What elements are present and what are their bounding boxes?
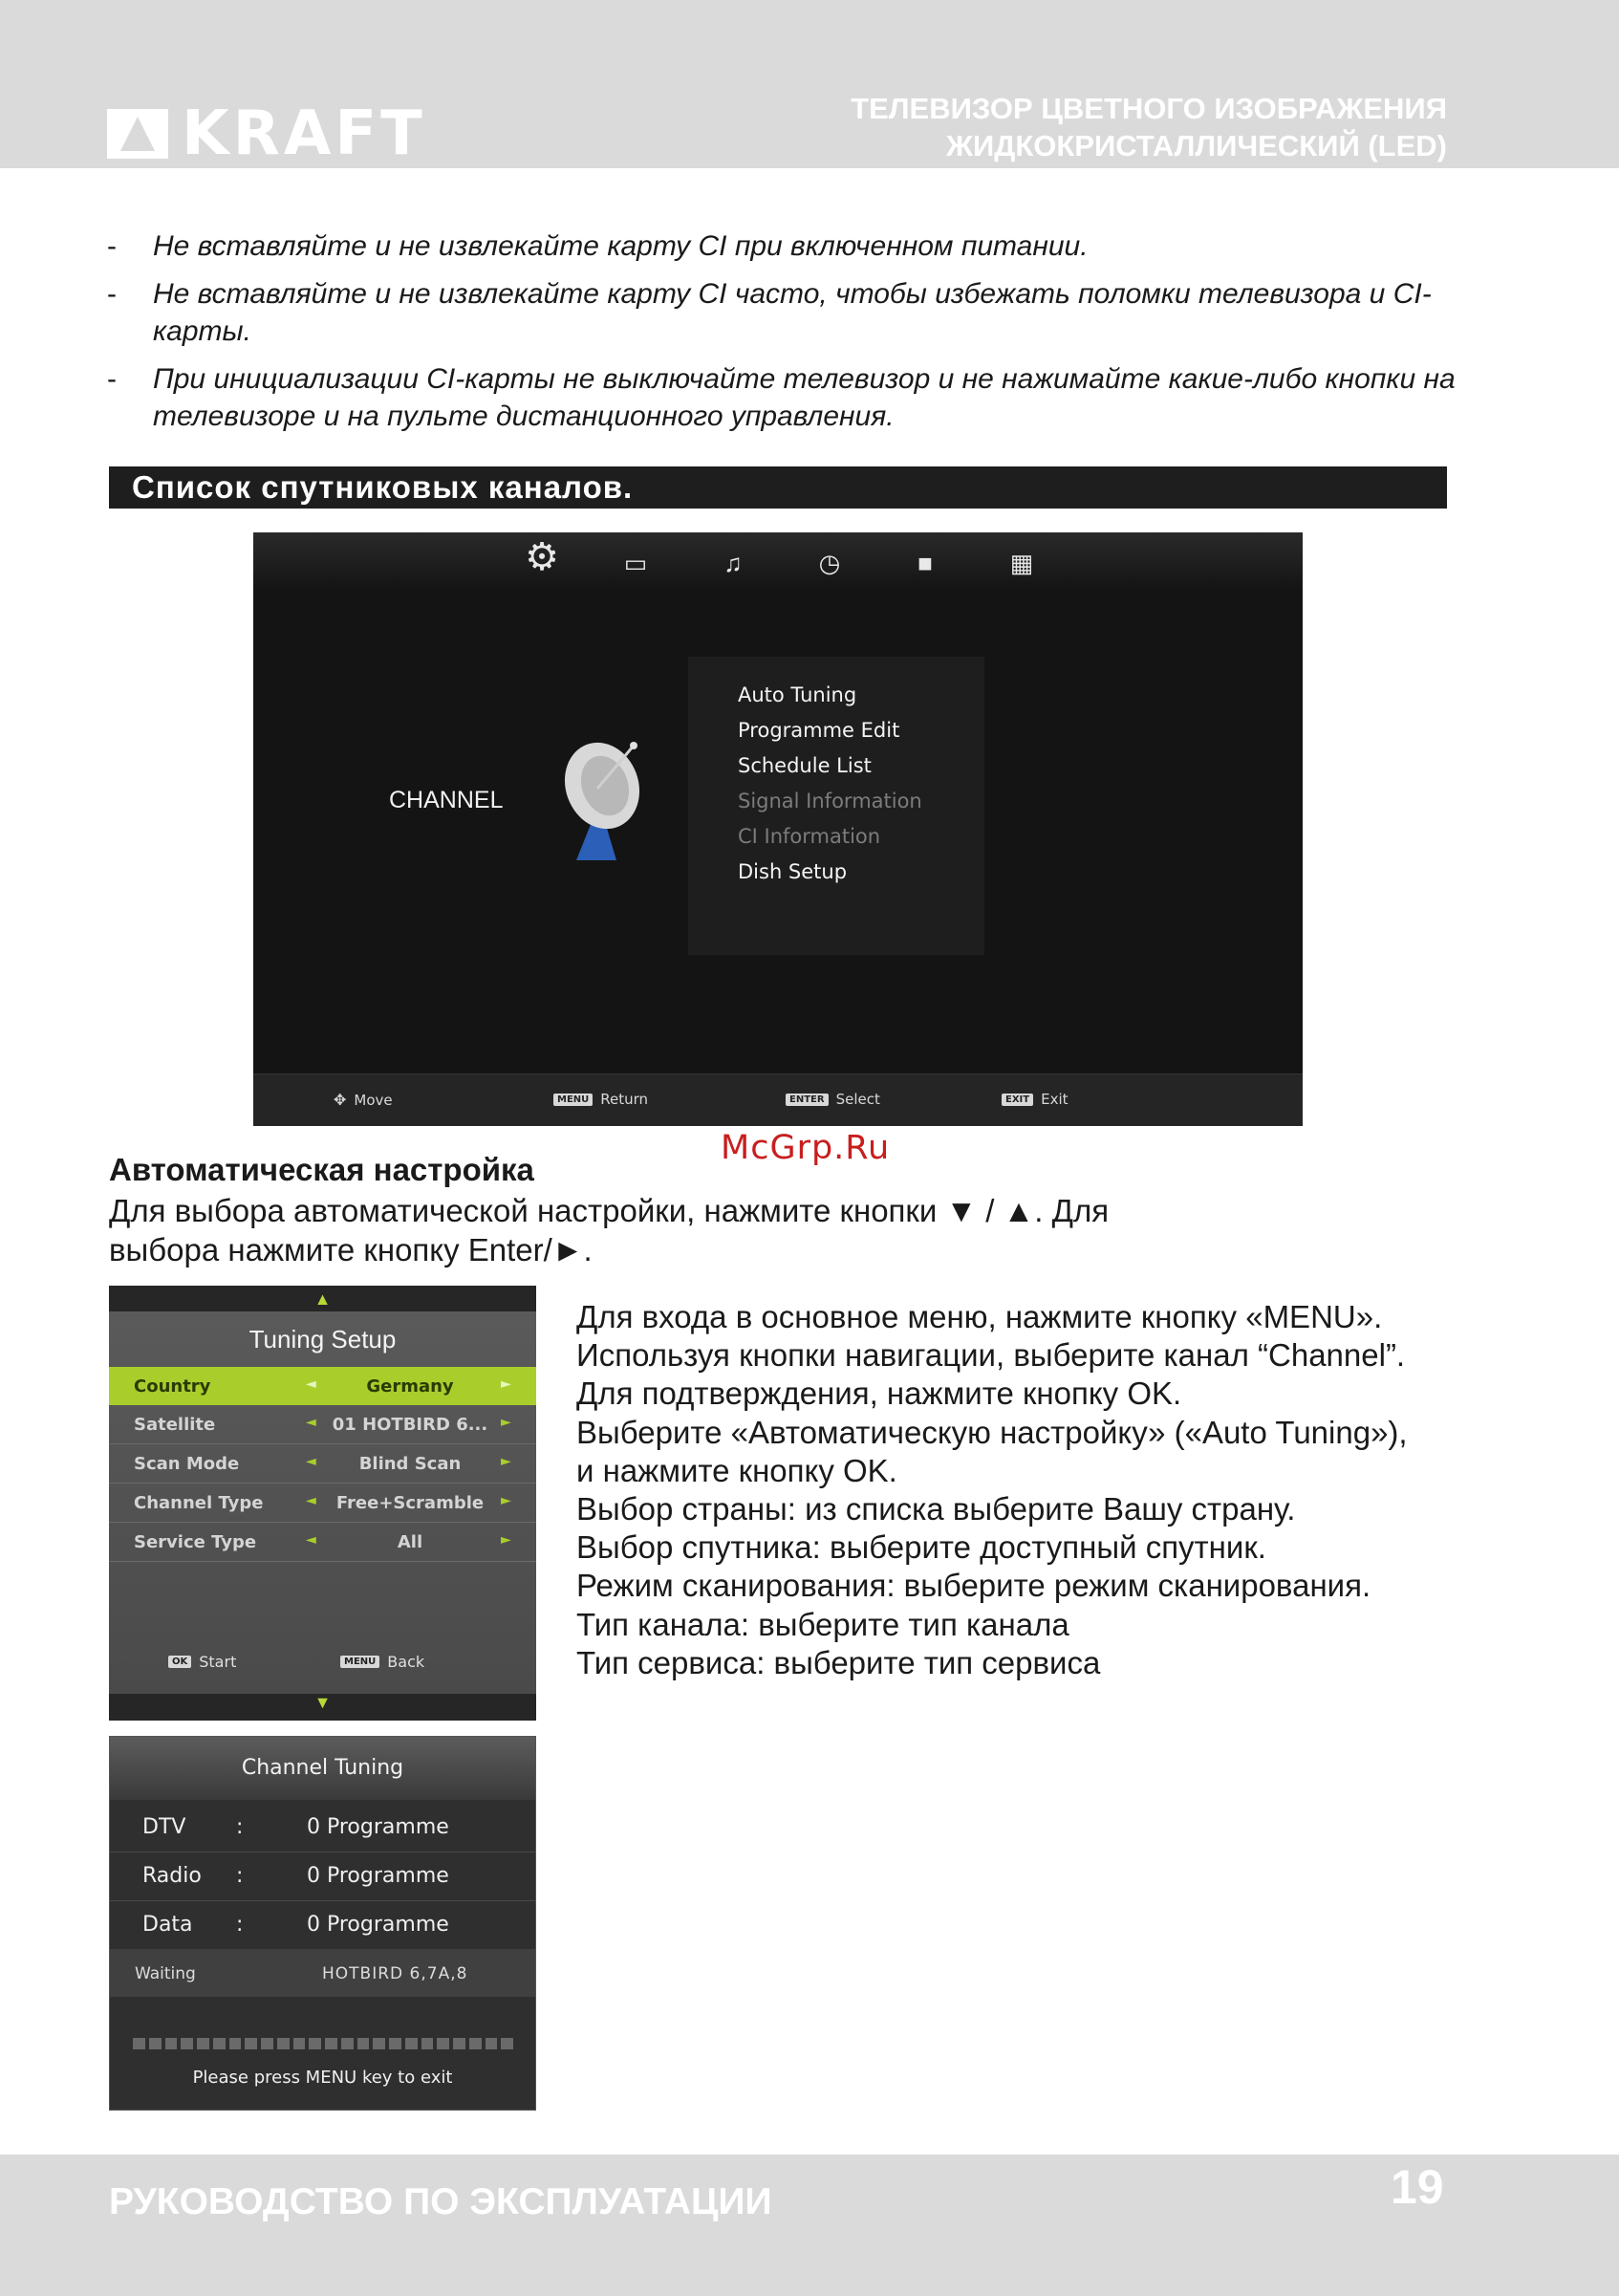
tuning-setup-panel	[109, 1286, 536, 1721]
page-header	[0, 0, 1619, 168]
channel-tuning-title: Channel Tuning	[110, 1737, 535, 1800]
arrow-left-icon[interactable]: ◄	[306, 1415, 316, 1430]
hint-back-label: Back	[387, 1653, 425, 1671]
arrow-right-icon[interactable]: ►	[501, 1532, 511, 1548]
auto-tuning-description	[109, 1191, 1351, 1269]
tuning-row-label: Country	[134, 1376, 211, 1397]
tuning-row-label: Channel Type	[134, 1493, 264, 1513]
channel-count-label: DTV	[142, 1815, 186, 1839]
instruction-line: Используя кнопки навигации, выберите канал “Channel”.	[576, 1337, 1406, 1374]
scan-progress-bar	[133, 2038, 513, 2049]
instruction-line: Выберите «Автоматическую настройку» («Auto Tuning»),	[576, 1414, 1408, 1450]
bullet-dash: -	[107, 278, 117, 310]
tuning-row-value: Free+Scramble	[335, 1493, 485, 1513]
header-title-line1: ТЕЛЕВИЗОР ЦВЕТНОГО ИЗОБРАЖЕНИЯ	[851, 92, 1447, 125]
hint-move	[334, 1091, 393, 1109]
arrow-left-icon[interactable]: ◄	[306, 1376, 316, 1392]
section-title: Список спутниковых каналов.	[109, 466, 1447, 509]
hint-select-label: Select	[835, 1091, 880, 1108]
instruction-line: Тип сервиса: выберите тип сервиса	[576, 1644, 1101, 1680]
channel-count-label: Data	[142, 1913, 193, 1937]
tuning-row-channel-type[interactable]	[109, 1484, 536, 1523]
channel-tuning-panel	[109, 1736, 536, 2111]
instruction-line: и нажмите кнопку OK.	[576, 1452, 897, 1488]
channel-menu-screen	[253, 532, 1303, 1126]
menu-item-schedule-list[interactable]: Schedule List	[738, 754, 872, 777]
hint-return-label: Return	[600, 1091, 649, 1108]
logo-mark-icon	[107, 109, 168, 159]
apps-icon[interactable]: ▦	[1009, 549, 1034, 577]
hint-start	[168, 1653, 236, 1671]
menu-key-icon: MENU	[553, 1094, 593, 1106]
instruction-line: Выбор страны: из списка выберите Вашу страну.	[576, 1491, 1296, 1527]
menu-hint-bar	[253, 1073, 1303, 1126]
instruction-line: Для входа в основное меню, нажмите кнопку «MENU».	[576, 1299, 1383, 1334]
tuning-row-label: Satellite	[134, 1415, 216, 1435]
arrow-down-icon[interactable]: ▼	[313, 1693, 332, 1712]
instruction-line: Для подтверждения, нажмите кнопку OK.	[576, 1375, 1182, 1412]
warning-item	[107, 360, 1464, 435]
header-title-line2: ЖИДКОКРИСТАЛЛИЧЕСКИЙ (LED)	[945, 129, 1447, 162]
menu-item-programme-edit[interactable]: Programme Edit	[738, 719, 900, 742]
channel-count-value: 0 Programme	[307, 1913, 449, 1937]
tuning-row-value: All	[397, 1532, 423, 1552]
tuning-row-value: Germany	[366, 1376, 454, 1397]
waiting-row	[110, 1949, 535, 1997]
warning-item	[107, 275, 1464, 350]
hint-start-label: Start	[199, 1653, 237, 1671]
tuning-row-satellite[interactable]	[109, 1405, 536, 1444]
warning-text: Не вставляйте и не извлекайте карту CI часто, чтобы избежать поломки телевизора и CI-карты.	[153, 278, 1432, 347]
hint-exit	[1002, 1091, 1069, 1108]
auto-desc-line2: выбора нажмите кнопку Enter/►.	[109, 1232, 593, 1267]
satellite-dish-icon	[550, 736, 655, 870]
page-footer	[0, 2155, 1619, 2296]
channel-count-value: 0 Programme	[307, 1815, 449, 1839]
instructions-text	[576, 1298, 1408, 1682]
ok-key-icon: OK	[168, 1656, 191, 1668]
tuning-row-value: Blind Scan	[358, 1454, 462, 1474]
warning-item	[107, 227, 1464, 265]
hint-exit-label: Exit	[1041, 1091, 1069, 1108]
channel-submenu	[688, 657, 984, 955]
tuning-row-label: Service Type	[134, 1532, 257, 1552]
clock-icon[interactable]: ◷	[818, 549, 841, 577]
waiting-satellite: HOTBIRD 6,7A,8	[322, 1964, 468, 1983]
menu-category-label: CHANNEL	[389, 787, 504, 813]
kraft-logo	[107, 98, 426, 169]
arrow-right-icon[interactable]: ►	[501, 1376, 511, 1392]
arrow-left-icon[interactable]: ◄	[306, 1454, 316, 1469]
auto-tuning-heading: Автоматическая настройка	[109, 1152, 534, 1187]
logo-text: KRAFT	[182, 98, 426, 169]
bullet-dash: -	[107, 230, 117, 262]
warning-text: Не вставляйте и не извлекайте карту CI при включенном питании.	[153, 230, 1089, 262]
arrow-right-icon[interactable]: ►	[501, 1493, 511, 1508]
instruction-line: Выбор спутника: выберите доступный спутник.	[576, 1529, 1266, 1566]
footer-title: РУКОВОДСТВО ПО ЭКСПЛУАТАЦИИ	[109, 2181, 772, 2222]
arrow-left-icon[interactable]: ◄	[306, 1532, 316, 1548]
menu-item-dish-setup[interactable]: Dish Setup	[738, 860, 848, 883]
menu-icon-bar	[253, 532, 1303, 590]
enter-key-icon: ENTER	[786, 1094, 829, 1106]
header-title	[851, 90, 1447, 164]
instruction-line: Тип канала: выберите тип канала	[576, 1606, 1069, 1642]
colon: :	[236, 1864, 244, 1888]
menu-item-signal-information: Signal Information	[738, 790, 922, 812]
menu-key-icon: MENU	[340, 1656, 379, 1668]
auto-desc-line1: Для выбора автоматической настройки, нажмите кнопки ▼ / ▲. Для	[109, 1193, 1110, 1228]
hint-return	[553, 1091, 648, 1108]
waiting-label: Waiting	[135, 1964, 196, 1983]
exit-hint: Please press MENU key to exit	[192, 2068, 453, 2088]
music-icon[interactable]: ♫	[723, 549, 743, 577]
menu-item-auto-tuning[interactable]: Auto Tuning	[738, 683, 857, 706]
hint-move-label: Move	[354, 1091, 393, 1109]
channel-count-row	[110, 1901, 535, 1950]
hint-select	[786, 1091, 880, 1108]
arrow-left-icon[interactable]: ◄	[306, 1493, 316, 1508]
tuning-row-country[interactable]	[109, 1367, 536, 1405]
tuning-row-service-type[interactable]	[109, 1523, 536, 1562]
watermark: McGrp.Ru	[721, 1129, 891, 1167]
tuning-setup-body	[109, 1311, 536, 1694]
bullet-dash: -	[107, 363, 117, 395]
arrow-up-icon[interactable]: ▲	[313, 1289, 332, 1309]
warning-text: При инициализации CI-карты не выключайте телевизор и не нажимайте какие-либо кнопки на телевизоре и на пульте дистанционного управления.	[153, 363, 1456, 432]
channel-count-value: 0 Programme	[307, 1864, 449, 1888]
channel-count-row	[110, 1852, 535, 1901]
tuning-setup-title: Tuning Setup	[248, 1325, 397, 1354]
lock-icon[interactable]: ■	[917, 549, 933, 577]
colon: :	[236, 1815, 244, 1839]
menu-item-ci-information: CI Information	[738, 825, 881, 848]
arrow-right-icon[interactable]: ►	[501, 1454, 511, 1469]
arrow-right-icon[interactable]: ►	[501, 1415, 511, 1430]
move-arrows-icon: ✥	[334, 1091, 347, 1109]
exit-key-icon: EXIT	[1002, 1094, 1033, 1106]
hint-back	[340, 1653, 424, 1671]
channel-count-label: Radio	[142, 1864, 202, 1888]
screen-icon[interactable]: ▭	[623, 549, 648, 577]
page-number: 19	[1391, 2160, 1444, 2214]
colon: :	[236, 1913, 244, 1937]
instruction-line: Режим сканирования: выберите режим сканирования.	[576, 1568, 1371, 1604]
warning-list	[107, 227, 1464, 445]
gear-icon[interactable]: ⚙	[525, 536, 559, 578]
channel-count-row	[110, 1804, 535, 1852]
tuning-row-label: Scan Mode	[134, 1454, 240, 1474]
tuning-row-scan-mode[interactable]	[109, 1444, 536, 1484]
tuning-row-value: 01 HOTBIRD 6...	[332, 1415, 488, 1435]
